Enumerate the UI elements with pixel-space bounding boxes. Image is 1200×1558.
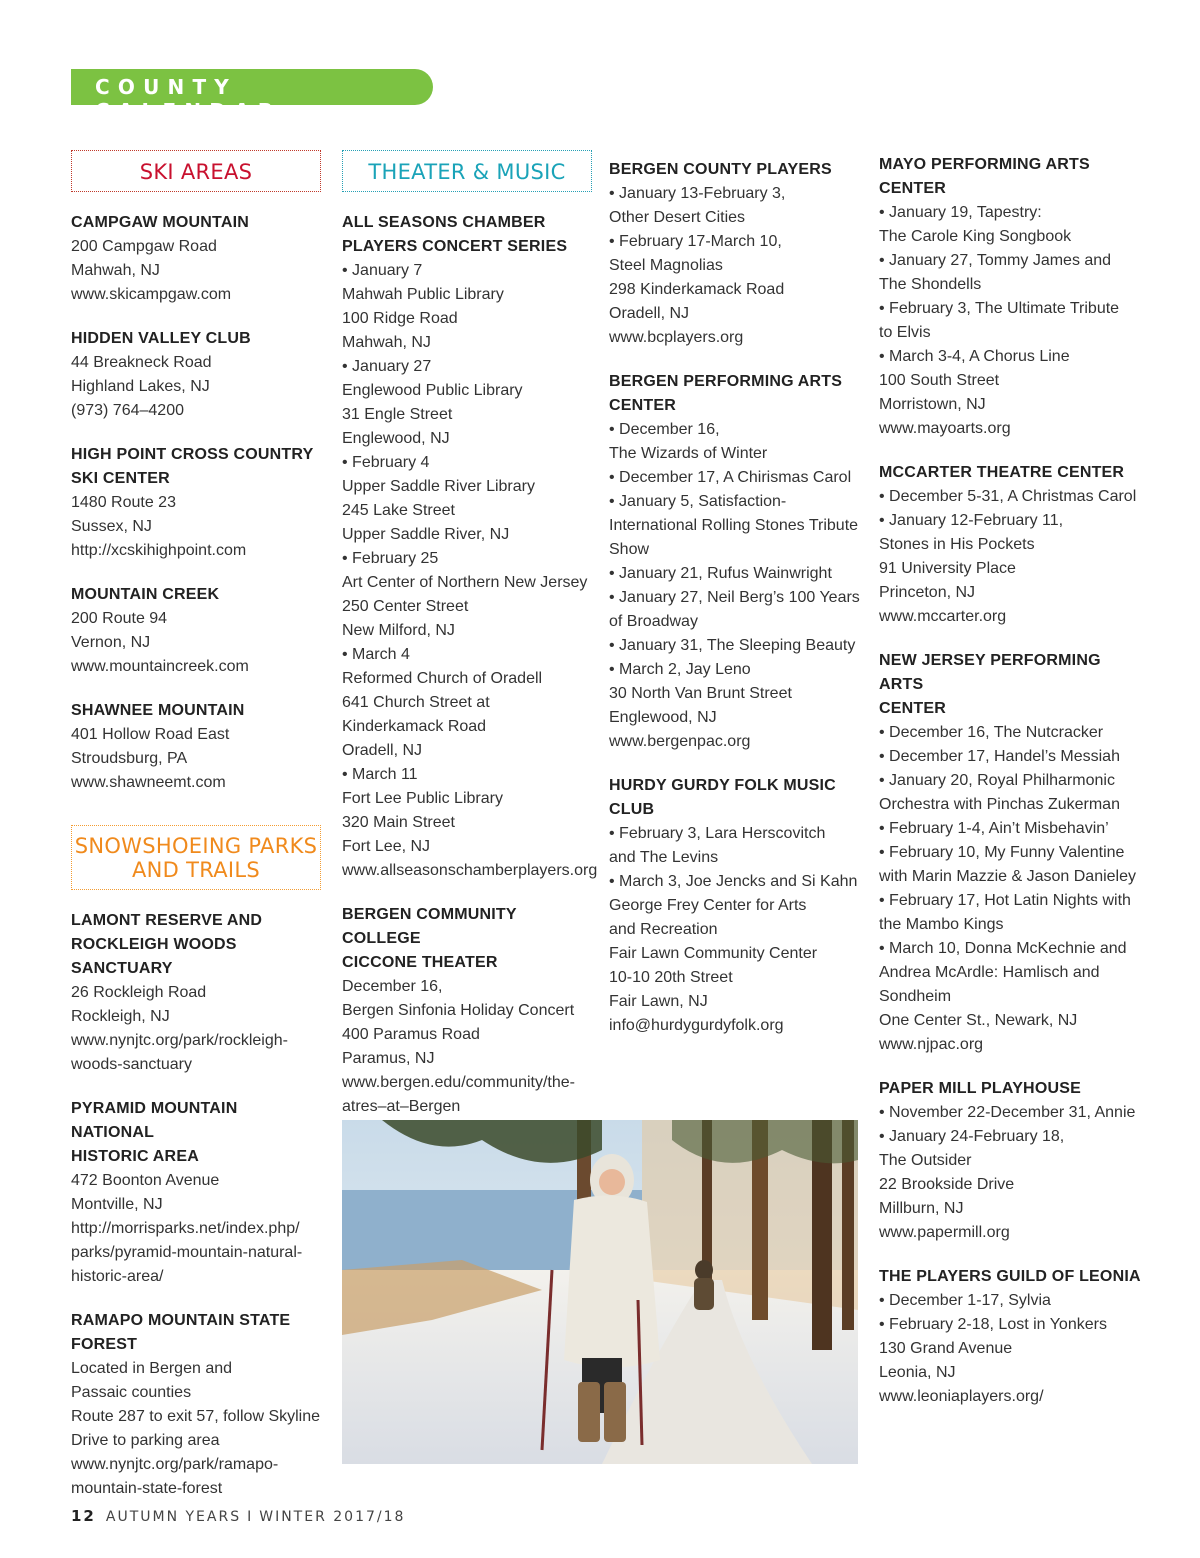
listing-entry bbox=[879, 1077, 1149, 1245]
listing-detail: • January 27, Tommy James and bbox=[879, 252, 1112, 269]
listing-detail: Stroudsburg, PA bbox=[71, 750, 188, 767]
theater-list-col4 bbox=[879, 153, 1149, 1409]
listing-detail: 22 Brookside Drive bbox=[879, 1176, 1015, 1193]
listing-detail: • February 2-18, Lost in Yonkers bbox=[879, 1316, 1107, 1333]
listing-entry bbox=[71, 1309, 321, 1501]
listing-link[interactable]: www.allseasonschamberplayers.org bbox=[342, 862, 598, 879]
listing-detail: 1480 Route 23 bbox=[71, 494, 176, 511]
listing-detail: Oradell, NJ bbox=[342, 742, 423, 759]
listing-detail: 200 Route 94 bbox=[71, 610, 168, 627]
listing-name: CLUB bbox=[609, 801, 655, 818]
listing-detail: Fair Lawn Community Center bbox=[609, 945, 818, 962]
listing-detail: Paramus, NJ bbox=[342, 1050, 435, 1067]
issue-name: WINTER 2017/18 bbox=[259, 1509, 406, 1525]
listing-detail: • January 21, Rufus Wainwright bbox=[609, 565, 832, 582]
listing-detail: woods-sanctuary bbox=[71, 1056, 192, 1073]
column-2 bbox=[342, 150, 598, 1119]
listing-name: PYRAMID MOUNTAIN NATIONAL bbox=[71, 1100, 238, 1141]
listing-detail: 130 Grand Avenue bbox=[879, 1340, 1013, 1357]
listing-detail: • March 4 bbox=[342, 646, 410, 663]
listing-entry bbox=[879, 461, 1149, 629]
listing-entry bbox=[342, 903, 592, 1119]
listing-detail: Upper Saddle River, NJ bbox=[342, 526, 510, 543]
listing-name: FOREST bbox=[71, 1336, 138, 1353]
listing-entry bbox=[71, 211, 321, 307]
listing-detail: • November 22-December 31, Annie bbox=[879, 1104, 1136, 1121]
snowshoeing-title-line1: SNOWSHOEING PARKS bbox=[74, 834, 318, 858]
listing-detail: 44 Breakneck Road bbox=[71, 354, 212, 371]
listing-detail: • January 20, Royal Philharmonic bbox=[879, 772, 1115, 789]
listing-detail: 30 North Van Brunt Street bbox=[609, 685, 792, 702]
banner-label: COUNTY CALENDAR bbox=[95, 75, 282, 123]
listing-detail: • December 16, The Nutcracker bbox=[879, 724, 1104, 741]
listing-detail: Mahwah, NJ bbox=[342, 334, 431, 351]
listing-detail: Sondheim bbox=[879, 988, 952, 1005]
listing-detail: • December 1-17, Sylvia bbox=[879, 1292, 1051, 1309]
listing-detail: parks/pyramid-mountain-natural- bbox=[71, 1244, 303, 1261]
listing-link[interactable]: www.mountaincreek.com bbox=[71, 658, 249, 675]
listing-detail: • January 19, Tapestry: bbox=[879, 204, 1042, 221]
listing-name: NEW JERSEY PERFORMING ARTS bbox=[879, 652, 1101, 693]
listing-detail: Art Center of Northern New Jersey bbox=[342, 574, 588, 591]
listing-name: HURDY GURDY FOLK MUSIC bbox=[609, 777, 836, 794]
listing-name: SKI CENTER bbox=[71, 470, 170, 487]
listing-detail: Mahwah Public Library bbox=[342, 286, 504, 303]
listing-detail: historic-area/ bbox=[71, 1268, 164, 1285]
listing-detail: The Outsider bbox=[879, 1152, 972, 1169]
listing-detail: to Elvis bbox=[879, 324, 931, 341]
listing-detail: • February 3, The Ultimate Tribute bbox=[879, 300, 1120, 317]
listing-detail: • February 4 bbox=[342, 454, 430, 471]
listing-name: CENTER bbox=[609, 397, 676, 414]
listing-detail: • February 1-4, Ain’t Misbehavin’ bbox=[879, 820, 1109, 837]
listing-detail: the Mambo Kings bbox=[879, 916, 1004, 933]
listing-detail: • January 31, The Sleeping Beauty bbox=[609, 637, 856, 654]
listing-entry bbox=[609, 158, 857, 350]
listing-detail: Route 287 to exit 57, follow Skyline bbox=[71, 1408, 321, 1425]
listing-name: MAYO PERFORMING ARTS CENTER bbox=[879, 156, 1090, 197]
listing-detail: • March 11 bbox=[342, 766, 418, 783]
page-footer bbox=[71, 1507, 405, 1525]
listing-detail: Oradell, NJ bbox=[609, 305, 690, 322]
listing-name: HIGH POINT CROSS COUNTRY bbox=[71, 446, 314, 463]
listing-detail: Sussex, NJ bbox=[71, 518, 152, 535]
snowshoeing-list bbox=[71, 909, 321, 1501]
section-theater-music: THEATER & MUSIC bbox=[342, 150, 592, 192]
snowshoeing-title-line2: AND TRAILS bbox=[131, 858, 261, 882]
listing-detail: and Recreation bbox=[609, 921, 718, 938]
listing-detail: 641 Church Street at bbox=[342, 694, 490, 711]
listing-entry bbox=[609, 774, 857, 1038]
listing-entry bbox=[879, 649, 1149, 1057]
listing-detail: • January 12-February 11, bbox=[879, 512, 1064, 529]
listing-name: HIDDEN VALLEY CLUB bbox=[71, 330, 251, 347]
listing-detail: Other Desert Cities bbox=[609, 209, 746, 226]
listing-detail: Montville, NJ bbox=[71, 1196, 163, 1213]
listing-detail: Upper Saddle River Library bbox=[342, 478, 535, 495]
listing-detail: • December 5-31, A Christmas Carol bbox=[879, 488, 1137, 505]
listing-name: LAMONT RESERVE AND bbox=[71, 912, 263, 929]
page-number: 12 bbox=[71, 1507, 96, 1525]
listing-entry bbox=[609, 370, 860, 754]
listing-name: SHAWNEE MOUNTAIN bbox=[71, 702, 245, 719]
listing-detail: Bergen Sinfonia Holiday Concert bbox=[342, 1002, 575, 1019]
listing-detail: 472 Boonton Avenue bbox=[71, 1172, 220, 1189]
ski-areas-list bbox=[71, 211, 321, 795]
listing-detail: Millburn, NJ bbox=[879, 1200, 964, 1217]
listing-detail: Kinderkamack Road bbox=[342, 718, 487, 735]
listing-detail: atres–at–Bergen bbox=[342, 1098, 461, 1115]
listing-link[interactable]: www.skicampgaw.com bbox=[71, 286, 232, 303]
column-3 bbox=[609, 158, 860, 1038]
listing-detail: • January 27 bbox=[342, 358, 432, 375]
listing-detail: 320 Main Street bbox=[342, 814, 455, 831]
listing-link[interactable]: www.bcplayers.org bbox=[609, 329, 744, 346]
listing-detail: • March 3-4, A Chorus Line bbox=[879, 348, 1070, 365]
listing-detail: 250 Center Street bbox=[342, 598, 469, 615]
listing-name: BERGEN PERFORMING ARTS bbox=[609, 373, 843, 390]
listing-detail: 100 Ridge Road bbox=[342, 310, 458, 327]
listing-detail: Located in Bergen and bbox=[71, 1360, 233, 1377]
listing-link[interactable]: www.bergenpac.org bbox=[609, 733, 751, 750]
listing-detail: The Carole King Songbook bbox=[879, 228, 1072, 245]
listing-detail: • February 25 bbox=[342, 550, 439, 567]
listing-detail: 298 Kinderkamack Road bbox=[609, 281, 785, 298]
listing-link[interactable]: http://xcskihighpoint.com bbox=[71, 542, 247, 559]
listing-detail: International Rolling Stones Tribute bbox=[609, 517, 859, 534]
listing-link[interactable]: www.bergen.edu/community/the- bbox=[342, 1074, 575, 1091]
listing-detail: • January 24-February 18, bbox=[879, 1128, 1065, 1145]
photo-illustration bbox=[342, 1120, 858, 1464]
listing-detail: • March 2, Jay Leno bbox=[609, 661, 751, 678]
listing-detail: Vernon, NJ bbox=[71, 634, 151, 651]
listing-link[interactable]: info@hurdygurdyfolk.org bbox=[609, 1017, 784, 1034]
listing-detail: New Milford, NJ bbox=[342, 622, 455, 639]
listing-detail: The Shondells bbox=[879, 276, 982, 293]
listing-link[interactable]: www.leoniaplayers.org/ bbox=[879, 1388, 1044, 1405]
listing-detail: 26 Rockleigh Road bbox=[71, 984, 207, 1001]
listing-detail: and The Levins bbox=[609, 849, 719, 866]
listing-detail: Fair Lawn, NJ bbox=[609, 993, 708, 1010]
listing-detail: Drive to parking area bbox=[71, 1432, 220, 1449]
listing-name: MCCARTER THEATRE CENTER bbox=[879, 464, 1125, 481]
listing-detail: • March 3, Joe Jencks and Si Kahn bbox=[609, 873, 858, 890]
listing-name: PAPER MILL PLAYHOUSE bbox=[879, 1080, 1081, 1097]
listing-detail: • January 13-February 3, bbox=[609, 185, 786, 202]
listing-detail: The Wizards of Winter bbox=[609, 445, 768, 462]
listing-detail: Show bbox=[609, 541, 650, 558]
listing-detail: Fort Lee Public Library bbox=[342, 790, 503, 807]
listing-detail: • December 16, bbox=[609, 421, 720, 438]
listing-detail: • January 27, Neil Berg’s 100 Years bbox=[609, 589, 860, 606]
theater-list-col3 bbox=[609, 158, 860, 1038]
listing-detail: 10-10 20th Street bbox=[609, 969, 733, 986]
listing-detail: • February 17-March 10, bbox=[609, 233, 782, 250]
listing-detail: • February 3, Lara Herscovitch bbox=[609, 825, 826, 842]
listing-name: PLAYERS CONCERT SERIES bbox=[342, 238, 568, 255]
listing-detail: Stones in His Pockets bbox=[879, 536, 1035, 553]
listing-detail: 200 Campgaw Road bbox=[71, 238, 217, 255]
listing-detail: Leonia, NJ bbox=[879, 1364, 956, 1381]
listing-detail: Rockleigh, NJ bbox=[71, 1008, 170, 1025]
listing-detail: Reformed Church of Oradell bbox=[342, 670, 543, 687]
listing-detail: Princeton, NJ bbox=[879, 584, 976, 601]
listing-detail: mountain-state-forest bbox=[71, 1480, 223, 1497]
listing-detail: • January 5, Satisfaction- bbox=[609, 493, 787, 510]
listing-entry bbox=[71, 699, 321, 795]
listing-detail: George Frey Center for Arts bbox=[609, 897, 807, 914]
listing-name: ROCKLEIGH WOODS SANCTUARY bbox=[71, 936, 237, 977]
listing-detail: Passaic counties bbox=[71, 1384, 192, 1401]
listing-name: CAMPGAW MOUNTAIN bbox=[71, 214, 249, 231]
listing-entry bbox=[71, 1097, 321, 1289]
listing-detail: 91 University Place bbox=[879, 560, 1016, 577]
listing-detail: • February 10, My Funny Valentine bbox=[879, 844, 1125, 861]
listing-link[interactable]: www.shawneemt.com bbox=[71, 774, 226, 791]
listing-detail: of Broadway bbox=[609, 613, 698, 630]
listing-detail: 31 Engle Street bbox=[342, 406, 453, 423]
listing-entry bbox=[71, 909, 321, 1077]
listing-name: THE PLAYERS GUILD OF LEONIA bbox=[879, 1268, 1141, 1285]
listing-name: HISTORIC AREA bbox=[71, 1148, 199, 1165]
listing-name: CENTER bbox=[879, 700, 946, 717]
listing-name: ALL SEASONS CHAMBER bbox=[342, 214, 546, 231]
listing-detail: (973) 764–4200 bbox=[71, 402, 184, 419]
listing-detail: 401 Hollow Road East bbox=[71, 726, 230, 743]
listing-detail: 245 Lake Street bbox=[342, 502, 455, 519]
listing-detail: Andrea McArdle: Hamlisch and bbox=[879, 964, 1100, 981]
listing-link[interactable]: www.mayoarts.org bbox=[879, 420, 1011, 437]
section-ski-areas: SKI AREAS bbox=[71, 150, 321, 192]
listing-detail: 400 Paramus Road bbox=[342, 1026, 480, 1043]
listing-entry bbox=[879, 1265, 1149, 1409]
listing-detail: Englewood Public Library bbox=[342, 382, 523, 399]
listing-entry bbox=[71, 327, 321, 423]
listing-detail: Morristown, NJ bbox=[879, 396, 986, 413]
listing-detail: • December 17, A Chirismas Carol bbox=[609, 469, 852, 486]
listing-detail: • December 17, Handel’s Messiah bbox=[879, 748, 1120, 765]
listing-detail: Highland Lakes, NJ bbox=[71, 378, 210, 395]
county-calendar-banner bbox=[71, 69, 433, 123]
listing-link[interactable]: http://morrisparks.net/index.php/ bbox=[71, 1220, 300, 1237]
listing-detail: • January 7 bbox=[342, 262, 423, 279]
section-snowshoeing bbox=[71, 825, 321, 890]
listing-link[interactable]: www.nynjtc.org/park/ramapo- bbox=[71, 1456, 279, 1473]
listing-link[interactable]: www.njpac.org bbox=[879, 1036, 984, 1053]
listing-detail: Fort Lee, NJ bbox=[342, 838, 431, 855]
listing-name: BERGEN COUNTY PLAYERS bbox=[609, 161, 832, 178]
listing-detail: • February 17, Hot Latin Nights with bbox=[879, 892, 1131, 909]
listing-detail: • March 10, Donna McKechnie and bbox=[879, 940, 1127, 957]
listing-name: MOUNTAIN CREEK bbox=[71, 586, 220, 603]
column-4 bbox=[879, 153, 1149, 1409]
magazine-name: AUTUMN YEARS bbox=[105, 1509, 242, 1525]
theater-list-col2 bbox=[342, 211, 598, 1119]
listing-entry bbox=[342, 211, 598, 883]
listing-detail: December 16, bbox=[342, 978, 443, 995]
listing-link[interactable]: www.mccarter.org bbox=[879, 608, 1007, 625]
listing-name: RAMAPO MOUNTAIN STATE bbox=[71, 1312, 291, 1329]
listing-detail: Orchestra with Pinchas Zukerman bbox=[879, 796, 1120, 813]
listing-detail: Mahwah, NJ bbox=[71, 262, 160, 279]
listing-detail: Englewood, NJ bbox=[609, 709, 717, 726]
footer-separator: I bbox=[247, 1509, 254, 1525]
listing-name: CICCONE THEATER bbox=[342, 954, 498, 971]
listing-entry bbox=[71, 583, 321, 679]
listing-detail: Englewood, NJ bbox=[342, 430, 450, 447]
listing-detail: 100 South Street bbox=[879, 372, 1000, 389]
listing-detail: Steel Magnolias bbox=[609, 257, 723, 274]
listing-entry bbox=[71, 443, 321, 563]
listing-detail: One Center St., Newark, NJ bbox=[879, 1012, 1078, 1029]
listing-entry bbox=[879, 153, 1149, 441]
column-1 bbox=[71, 150, 321, 1501]
winter-walk-photo bbox=[342, 1120, 858, 1464]
listing-link[interactable]: www.nynjtc.org/park/rockleigh- bbox=[71, 1032, 288, 1049]
listing-detail: with Marin Mazzie & Jason Danieley bbox=[879, 868, 1136, 885]
listing-name: BERGEN COMMUNITY COLLEGE bbox=[342, 906, 517, 947]
listing-link[interactable]: www.papermill.org bbox=[879, 1224, 1010, 1241]
